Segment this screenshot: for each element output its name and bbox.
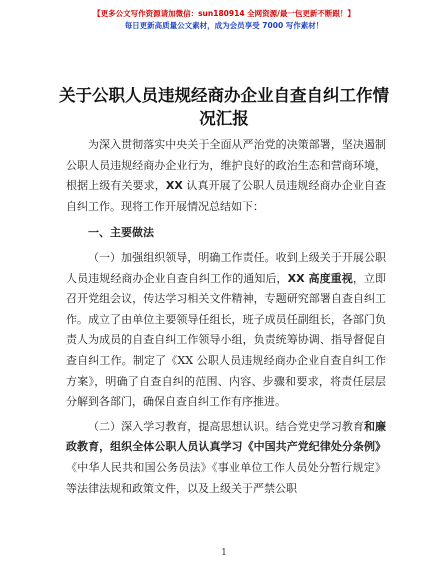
para-1-text-c: ，立即召开党组会议，传达学习相关文件精神，专题研究部署自查自纠工作。成立了由单位主要领导任组长，班子成员任副组长，各部门负责人为成员的自查自纠工作领导小组，负责统筹协调、指导督促自查自纠工作。制定了《XX 公职人员违规经商办企业自查自纠工作方案》，明确了自查自纠的范围、内容、步骤和要求，将责任层层分解到各部门，确保自查自纠工作有序推进。 xyxy=(66,271,387,409)
banner-line-1: 【更多公文写作资源请加微信：sun180914 全网资源/最一包更新不断跟！】 xyxy=(93,9,355,18)
section-1-para-1 xyxy=(66,248,386,413)
intro-text-a: 为深入贯彻落实中央关于全面从严治党的决策部署，坚决遏制公职人员违规经商办企业行为，维护良好的政治生态和营商环境，根据上级有关要求， xyxy=(66,138,386,193)
para-2-text-c: 《中华人民共和国公务员法》《事业单位工作人员处分暂行规定》等法律法规和政策文件，以及上级关于严禁公职 xyxy=(66,460,386,495)
intro-text-c: 认真开展了公职人员违规经商办企业自查自纠工作。现将工作开展情况总结如下： xyxy=(66,179,386,213)
section-1-heading: 一、主要做法 xyxy=(88,226,154,240)
para-2-text-b: 和廉政教育，组织全体公职人员认真学习《中国共产党纪律处分条例》 xyxy=(66,419,387,454)
header-banner xyxy=(0,8,448,32)
para-1-text-a: （一）加强组织领导，明确工作责任。收到上级关于开展公职人员违规经商办企业自查自纠工作的通知后， xyxy=(66,250,386,285)
document-body xyxy=(66,135,386,499)
para-2-text-a: （二）深入学习教育，提高思想认识。结合党史学习教育 xyxy=(88,419,364,433)
para-1-text-b: XX 高度重视 xyxy=(287,271,353,285)
section-1-para-2 xyxy=(66,417,386,499)
intro-text-b: XX xyxy=(165,179,183,193)
page-number: 1 xyxy=(221,548,227,558)
banner-line-2: 每日更新高质量公文素材，成为会员享受 7000 写作素材！ xyxy=(124,21,324,30)
intro-paragraph xyxy=(66,135,386,217)
document-title: 关于公职人员违规经商办企业自查自纠工作情况汇报 xyxy=(59,86,389,128)
